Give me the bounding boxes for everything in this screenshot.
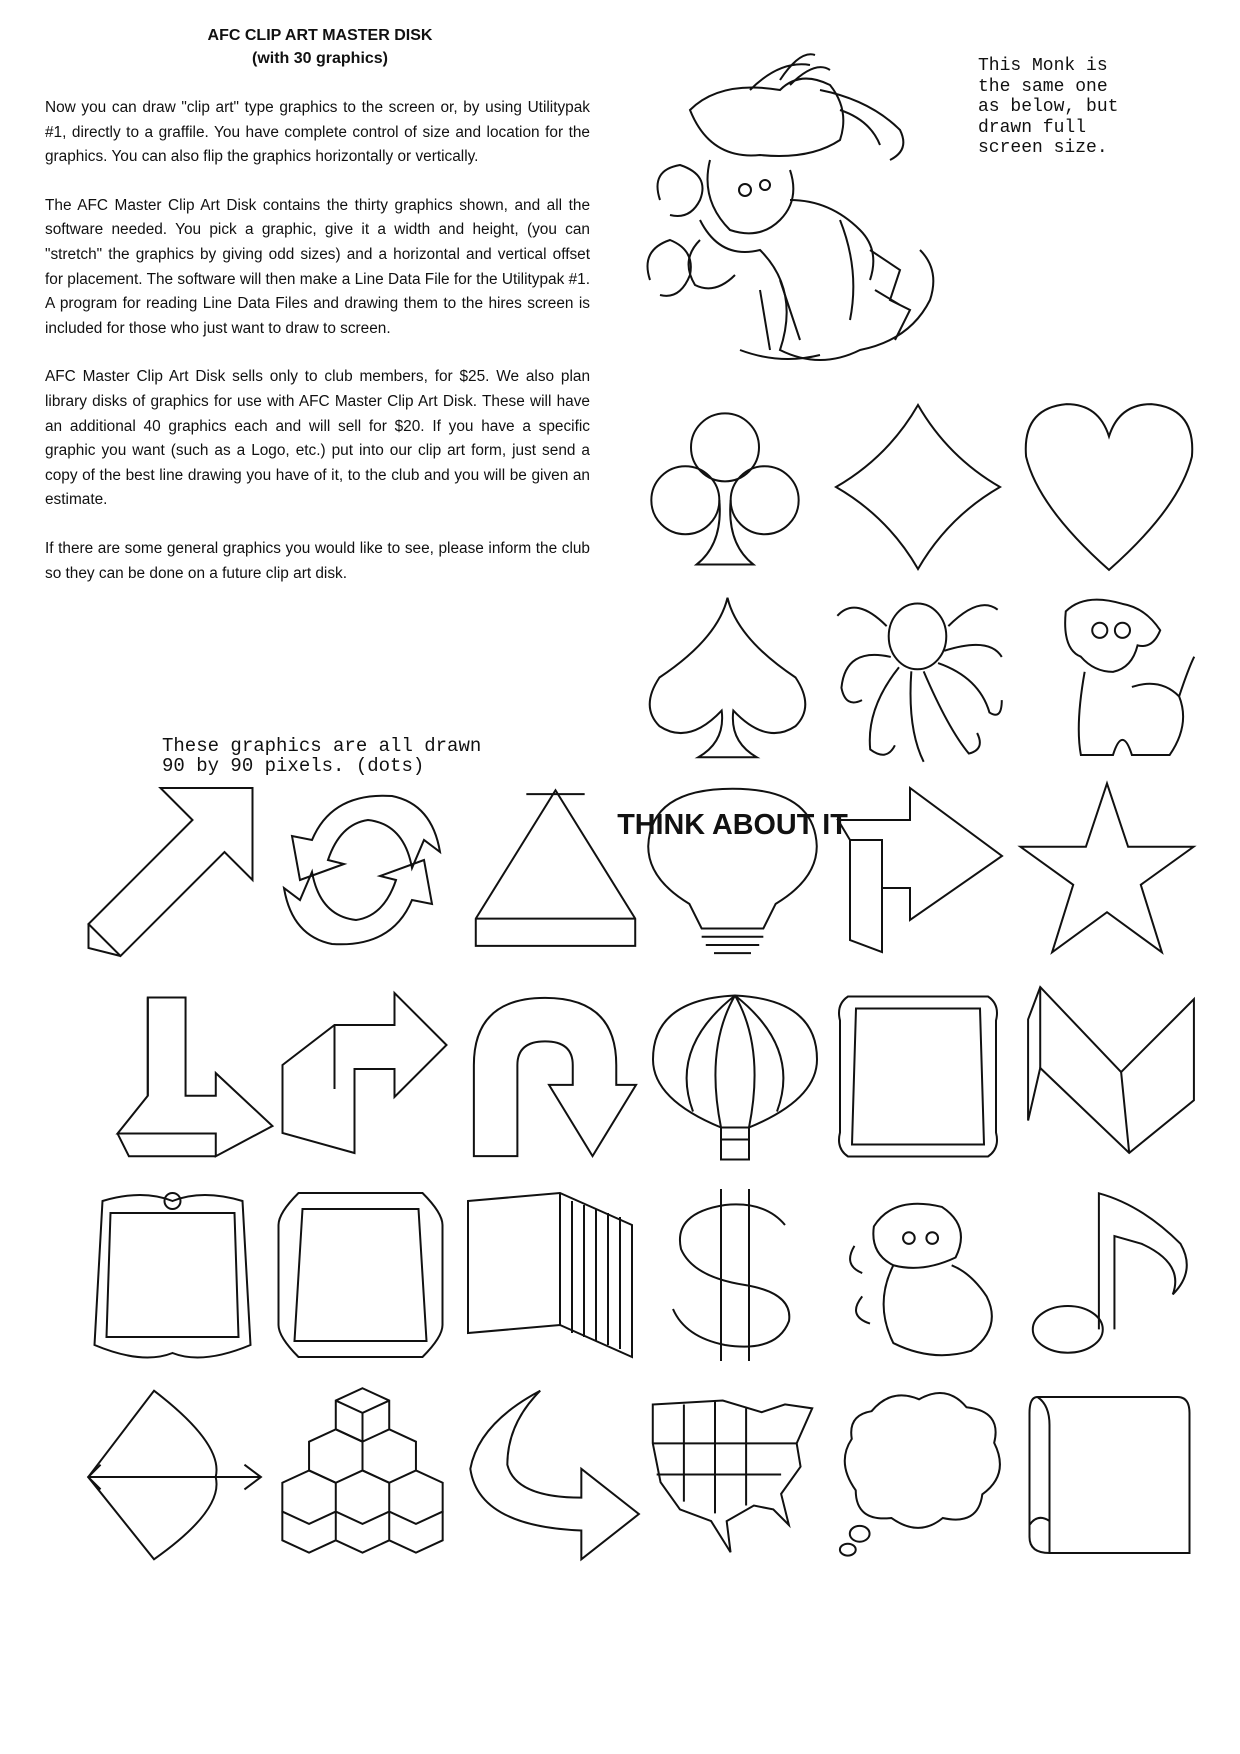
frame-square-graphic xyxy=(828,982,1008,1167)
ribbon-banner-graphic xyxy=(1020,975,1202,1165)
dog-graphic xyxy=(1028,585,1198,770)
paragraph: The AFC Master Clip Art Disk contains the thirty graphics shown, and all the software needed. You pick a graphic, give it a width and height, (you can "stretch" the graphics by giving odd sizes) and a horizontal and vertical offset for placement. The software will then make a Line Data File for the Utilitypak #1. A program for reading Line Data Files and drawing them to the hires screen is included for those who just want to draw to screen. xyxy=(45,196,590,337)
scroll-graphic xyxy=(1015,1385,1200,1565)
arrow-up-block-graphic xyxy=(468,780,643,960)
music-note-graphic xyxy=(1025,1178,1200,1368)
monk-large-illustration xyxy=(640,50,960,370)
arrow-u-turn-graphic xyxy=(462,985,640,1165)
recycle-arrows-graphic xyxy=(272,780,452,960)
dollar-sign-graphic xyxy=(645,1180,825,1370)
body-text xyxy=(45,96,590,610)
diamond-graphic xyxy=(828,392,1008,582)
title-line: AFC CLIP ART MASTER DISK xyxy=(207,27,433,44)
paragraph: Now you can draw "clip art" type graphics to the screen or, by using Utilitypak #1, directly to a graffile. You have complete control of size and location for the graphics. You can also flip the graphics horizontally or vertically. xyxy=(45,99,590,166)
heart-graphic xyxy=(1018,392,1200,582)
arrow-curved-graphic xyxy=(458,1380,643,1570)
paragraph: AFC Master Clip Art Disk sells only to club members, for $25. We also plan library disks of graphics for use with AFC Master Clip Art Disk. These will have an additional 40 graphics each and will sell for $20. If you have a specific graphic you want (such as a Logo, etc.) put into our clip art form, just send a copy of the best line drawing you have of it, to the club and you will be given an estimate. xyxy=(45,368,590,509)
lightbulb-graphic xyxy=(617,778,848,968)
arrow-bent-down-graphic xyxy=(110,985,280,1165)
monk-small-graphic xyxy=(835,1180,1010,1370)
frame-cushion-graphic xyxy=(268,1185,453,1365)
spade-graphic xyxy=(640,585,815,770)
monk-note: This Monk is the same one as below, but drawn full screen size. xyxy=(978,56,1119,158)
arrow-zigzag-graphic xyxy=(272,985,457,1165)
size-note: These graphics are all drawn 90 by 90 pixels. (dots) xyxy=(162,735,482,777)
club-graphic xyxy=(640,392,810,582)
hot-air-balloon-graphic xyxy=(645,985,825,1170)
bow-and-arrow-graphic xyxy=(80,1380,265,1570)
subtitle-line: (with 30 graphics) xyxy=(251,50,389,67)
octopus-graphic xyxy=(825,585,1010,770)
arrow-diagonal-graphic xyxy=(78,780,263,960)
page-title xyxy=(40,24,600,70)
cube-pyramid-graphic xyxy=(270,1375,455,1570)
star-graphic xyxy=(1012,775,1202,965)
lightbulb-text: THINK ABOUT IT xyxy=(617,808,848,841)
paragraph: If there are some general graphics you would like to see, please inform the club so they can be done on a future clip art disk. xyxy=(45,539,590,582)
book-graphic xyxy=(460,1185,640,1365)
usa-map-graphic xyxy=(640,1385,825,1560)
frame-shield-graphic xyxy=(80,1185,265,1365)
thought-cloud-graphic xyxy=(832,1375,1010,1570)
arrow-bent-up-graphic xyxy=(830,780,1010,960)
